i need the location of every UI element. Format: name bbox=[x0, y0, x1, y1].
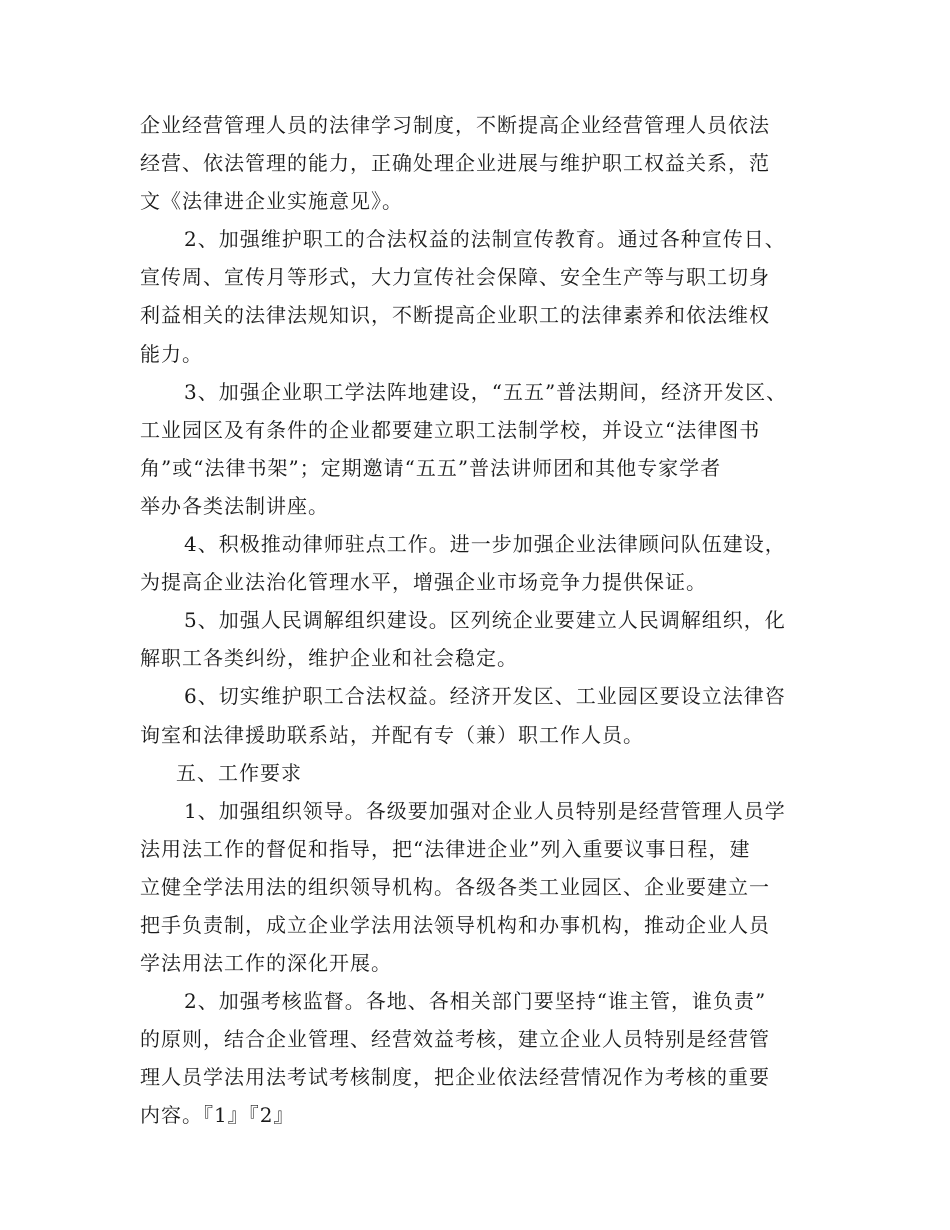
text-line: 企业经营管理人员的法律学习制度，不断提高企业经营管理人员依法 bbox=[140, 113, 770, 137]
text-line: 5、加强人民调解组织建设。区列统企业要建立人民调解组织，化 bbox=[184, 608, 786, 633]
text-line: 角”或“法律书架”；定期邀请“五五”普法讲师团和其他专家学者 bbox=[140, 455, 722, 480]
text-line: 宣传周、宣传月等形式，大力宣传社会保障、安全生产等与职工切身 bbox=[140, 265, 770, 290]
text-line: 解职工各类纠纷，维护企业和社会稳定。 bbox=[140, 646, 518, 671]
text-line: 询室和法律援助联系站，并配有专（兼）职工作人员。 bbox=[140, 722, 644, 747]
text-line: 法用法工作的督促和指导，把“法律进企业”列入重要议事日程，建 bbox=[140, 836, 751, 861]
text-line: 经营、依法管理的能力，正确处理企业进展与维护职工权益关系，范 bbox=[140, 151, 770, 176]
text-line: 工业园区及有条件的企业都要建立职工法制学校，并设立“法律图书 bbox=[140, 417, 761, 442]
text-line: 举办各类法制讲座。 bbox=[140, 493, 329, 518]
text-line: 利益相关的法律法规知识，不断提高企业职工的法律素养和依法维权 bbox=[140, 303, 770, 328]
text-line: 1、加强组织领导。各级要加强对企业人员特别是经营管理人员学 bbox=[184, 798, 786, 823]
document-body bbox=[140, 106, 820, 1135]
text-line: 3、加强企业职工学法阵地建设，“五五”普法期间，经济开发区、 bbox=[184, 379, 788, 404]
text-line: 立健全学法用法的组织领导机构。各级各类工业园区、企业要建立一 bbox=[140, 874, 770, 899]
section-heading: 五、工作要求 bbox=[176, 760, 302, 785]
text-line: 的原则，结合企业管理、经营效益考核，建立企业人员特别是经营管 bbox=[140, 1027, 770, 1052]
text-line: 4、积极推动律师驻点工作。进一步加强企业法律顾问队伍建设， bbox=[184, 532, 786, 557]
text-line: 学法用法工作的深化开展。 bbox=[140, 951, 392, 976]
text-line: 6、切实维护职工合法权益。经济开发区、工业园区要设立法律咨 bbox=[184, 684, 786, 709]
text-line: 2、加强维护职工的合法权益的法制宣传教育。通过各种宣传日、 bbox=[184, 227, 786, 252]
text-line: 理人员学法用法考试考核制度，把企业依法经营情况作为考核的重要 bbox=[140, 1065, 770, 1090]
text-line: 能力。 bbox=[140, 341, 203, 366]
text-line: 把手负责制，成立企业学法用法领导机构和办事机构，推动企业人员 bbox=[140, 912, 770, 937]
text-line: 2、加强考核监督。各地、各相关部门要坚持“谁主管，谁负责” bbox=[184, 989, 767, 1014]
text-line: 内容。『1』『2』 bbox=[140, 1103, 295, 1128]
text-line: 为提高企业法治化管理水平，增强企业市场竞争力提供保证。 bbox=[140, 570, 707, 595]
text-line: 文《法律进企业实施意见》。 bbox=[140, 189, 403, 214]
